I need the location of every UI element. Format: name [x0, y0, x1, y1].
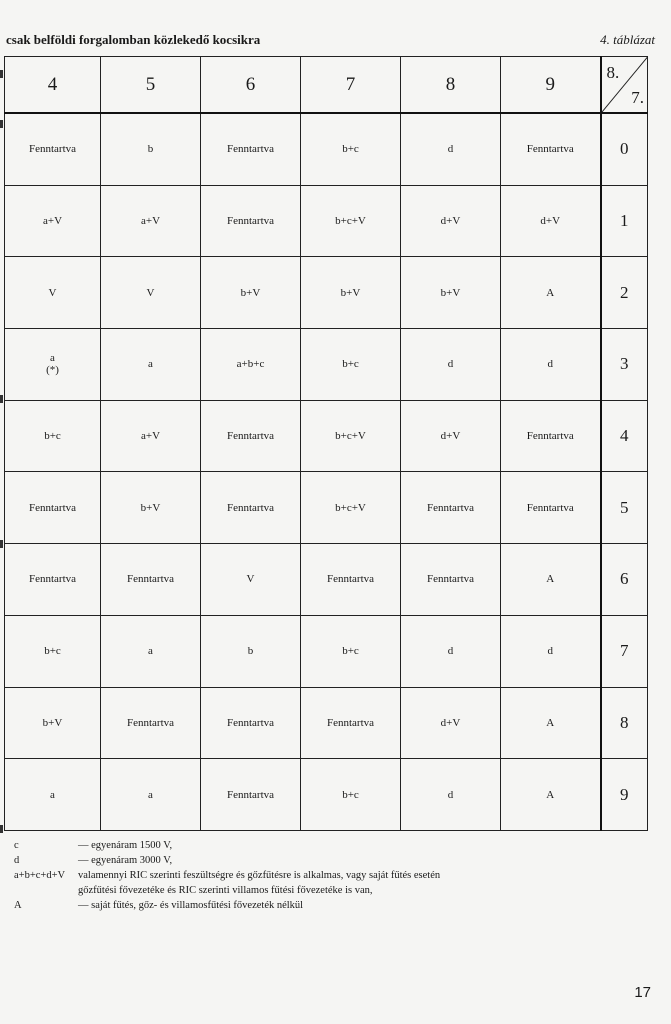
table-cell: Fenntartva [401, 472, 501, 544]
table-cell: a [101, 329, 201, 401]
table-cell: Fenntartva [501, 113, 601, 185]
table-cell: A [501, 257, 601, 329]
table-body [5, 113, 648, 831]
table-row [5, 257, 648, 329]
row-number: 4 [601, 400, 648, 472]
row-number: 8 [601, 687, 648, 759]
table-row [5, 759, 648, 831]
table-cell [5, 329, 101, 401]
table-cell: A [501, 687, 601, 759]
table-cell: Fenntartva [5, 113, 101, 185]
corner-bottom-label: 7. [631, 88, 644, 107]
footnote-text: valamennyi RIC szerinti feszültségre és gőzfűtésre is alkalmas, vagy saját fűtés esetén [78, 870, 441, 881]
table-cell: b+V [5, 687, 101, 759]
table-cell: V [5, 257, 101, 329]
table-cell: a [101, 615, 201, 687]
footnote-key: a+b+c+d+V [14, 870, 66, 881]
row-number: 9 [601, 759, 648, 831]
table-label: 4. táblázat [600, 32, 655, 47]
table-cell: Fenntartva [5, 544, 101, 616]
table-row [5, 544, 648, 616]
table-cell: a+V [101, 400, 201, 472]
table-cell: b+c [301, 329, 401, 401]
cell-note: (*) [46, 364, 59, 377]
table-cell: b+c+V [301, 400, 401, 472]
table-cell: b [101, 113, 201, 185]
row-number: 2 [601, 257, 648, 329]
table-cell: a [5, 759, 101, 831]
footnote-text: — saját fűtés, gőz- és villamosfűtési fővezeték nélkül [78, 900, 304, 911]
footnote-text: — egyenáram 3000 V, [78, 855, 173, 866]
table-cell: b+c [5, 615, 101, 687]
table-row [5, 185, 648, 257]
table-row [5, 113, 648, 185]
row-number: 3 [601, 329, 648, 401]
table-cell: d+V [401, 185, 501, 257]
table-cell: b+V [401, 257, 501, 329]
table-cell: a+V [101, 185, 201, 257]
table-cell: d [501, 329, 601, 401]
page-number: 17 [634, 984, 651, 1001]
page-title: csak belföldi forgalomban közlekedő kocsikra [6, 32, 261, 47]
footnote-key: d [14, 855, 20, 866]
col-header: 9 [501, 57, 601, 114]
table-cell: b+c [5, 400, 101, 472]
table-cell: Fenntartva [201, 687, 301, 759]
table-row [5, 615, 648, 687]
table-row [5, 472, 648, 544]
table-cell: Fenntartva [201, 185, 301, 257]
col-header: 6 [201, 57, 301, 114]
table-cell: a [101, 759, 201, 831]
row-number: 5 [601, 472, 648, 544]
table-cell: d [401, 759, 501, 831]
table-cell: b+c [301, 113, 401, 185]
edge-mark [0, 825, 3, 833]
row-number: 1 [601, 185, 648, 257]
table-cell: b+c [301, 759, 401, 831]
col-header: 8 [401, 57, 501, 114]
table-cell: d+V [401, 400, 501, 472]
footnote-key: A [14, 900, 22, 911]
footnote-text: — egyenáram 1500 V, [78, 840, 173, 851]
table-cell: b+V [301, 257, 401, 329]
col-header: 7 [301, 57, 401, 114]
table-cell: Fenntartva [201, 400, 301, 472]
footnote-key: c [14, 840, 19, 851]
table-cell: b+V [101, 472, 201, 544]
table-cell: Fenntartva [101, 544, 201, 616]
footnote [14, 838, 574, 853]
table-cell: a+b+c [201, 329, 301, 401]
header-row [5, 57, 648, 114]
footnote-continuation: gőzfűtési fővezetéke és RIC szerinti villamos fűtési fővezetéke is van, [78, 885, 373, 896]
table-cell: d+V [401, 687, 501, 759]
table-cell: Fenntartva [301, 544, 401, 616]
table-cell: A [501, 759, 601, 831]
table-cell: Fenntartva [501, 472, 601, 544]
table-cell: b+c+V [301, 472, 401, 544]
footnote [14, 868, 574, 898]
table-row [5, 687, 648, 759]
table-cell: V [201, 544, 301, 616]
table-cell: b+V [201, 257, 301, 329]
page-header [6, 32, 655, 50]
table-row [5, 400, 648, 472]
table-cell: Fenntartva [201, 472, 301, 544]
table-cell: Fenntartva [201, 113, 301, 185]
table-row [5, 329, 648, 401]
table-cell: Fenntartva [101, 687, 201, 759]
edge-mark [0, 540, 3, 548]
table-cell: A [501, 544, 601, 616]
footnote [14, 853, 574, 868]
corner-top-label: 8. [606, 63, 620, 82]
row-number: 6 [601, 544, 648, 616]
col-header: 4 [5, 57, 101, 114]
corner-cell [601, 57, 648, 114]
footnote-body [78, 868, 574, 898]
cell-value: a [50, 352, 55, 365]
table-header [5, 57, 648, 114]
table-cell: Fenntartva [5, 472, 101, 544]
table-cell: d [401, 113, 501, 185]
table-cell: d [501, 615, 601, 687]
edge-mark [0, 395, 3, 403]
table-cell: b+c [301, 615, 401, 687]
table-cell: Fenntartva [501, 400, 601, 472]
heating-table [4, 56, 648, 831]
row-number: 7 [601, 615, 648, 687]
table-cell: a+V [5, 185, 101, 257]
row-number: 0 [601, 113, 648, 185]
col-header: 5 [101, 57, 201, 114]
footnote [14, 898, 574, 913]
footnotes [14, 838, 574, 913]
table-cell: Fenntartva [401, 544, 501, 616]
edge-mark [0, 70, 3, 78]
table-cell: Fenntartva [301, 687, 401, 759]
table-cell: d [401, 329, 501, 401]
table-cell: b+c+V [301, 185, 401, 257]
table-cell: V [101, 257, 201, 329]
table-cell: d+V [501, 185, 601, 257]
table-cell: Fenntartva [201, 759, 301, 831]
table-cell: b [201, 615, 301, 687]
table-cell: d [401, 615, 501, 687]
edge-mark [0, 120, 3, 128]
